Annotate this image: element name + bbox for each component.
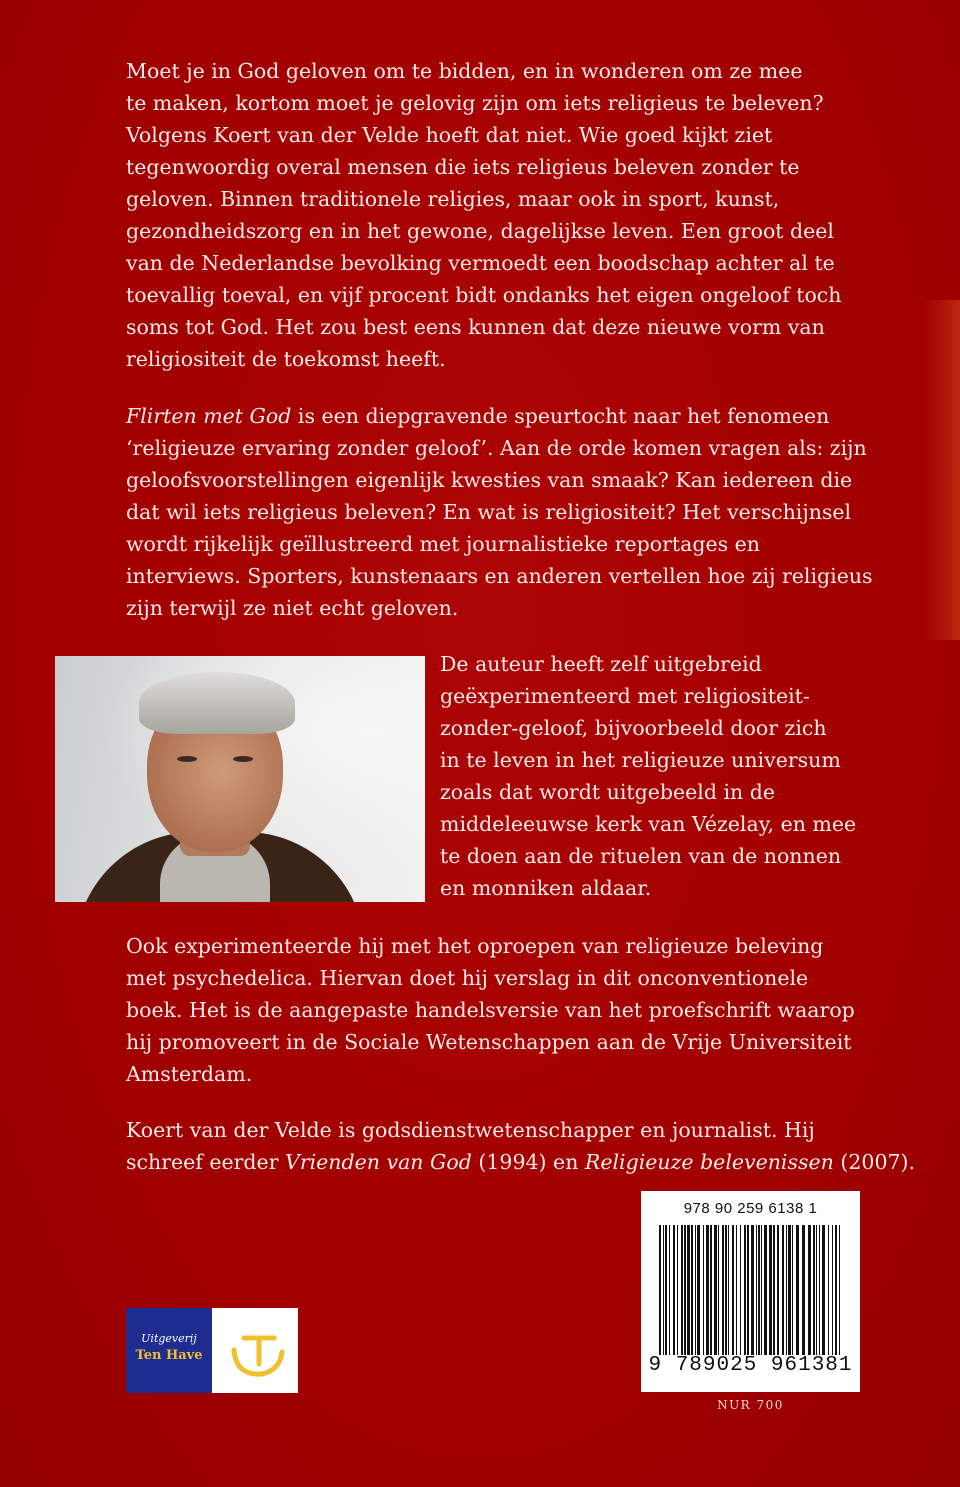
barcode-bar	[665, 1225, 667, 1355]
text-line: tegenwoordig overal mensen die iets religieus beleven zonder te	[126, 155, 800, 179]
barcode-bar	[835, 1225, 837, 1355]
text-line	[126, 1146, 916, 1178]
barcode-bar	[659, 1225, 661, 1355]
text-span: (2007).	[833, 1150, 916, 1174]
text-span: is een diepgravende speurtocht naar het fenomeen	[291, 404, 830, 428]
text-line: toevallig toeval, en vijf procent bidt ondanks het eigen ongeloof toch	[126, 283, 842, 307]
barcode-bar	[819, 1225, 820, 1355]
book-title-italic: Vrienden van God	[285, 1150, 472, 1174]
author-photo	[55, 656, 425, 902]
barcode-bar	[673, 1225, 675, 1355]
barcode-bar	[839, 1225, 840, 1355]
text-line: te doen aan de rituelen van de nonnen	[440, 844, 842, 868]
publisher-name: Ten Have	[135, 1348, 203, 1363]
isbn-barcode	[641, 1191, 860, 1392]
blurb-paragraph-2	[126, 400, 873, 624]
text-line: van de Nederlandse bevolking vermoedt een boodschap achter al te	[126, 251, 835, 275]
blurb-paragraph-1	[126, 55, 856, 375]
barcode-bar	[740, 1225, 741, 1355]
text-line: geëxperimenteerd met religiositeit-	[440, 684, 810, 708]
text-line: geloven. Binnen traditionele religies, maar ook in sport, kunst,	[126, 187, 780, 211]
barcode-bar	[792, 1225, 793, 1355]
text-line: Ook experimenteerde hij met het oproepen van religieuze beleving	[126, 934, 824, 958]
text-line: Amsterdam.	[126, 1062, 253, 1086]
barcode-bar	[756, 1225, 757, 1355]
barcode-bar	[747, 1225, 749, 1355]
text-line: gezondheidszorg en in het gewone, dagelijkse leven. Een groot deel	[126, 219, 834, 243]
text-line: dat wil iets religieus beleven? En wat is religiositeit? Het verschijnsel	[126, 500, 852, 524]
barcode-bar	[744, 1225, 746, 1355]
photo-eye-right	[233, 756, 253, 762]
barcode-bar	[782, 1225, 784, 1355]
barcode-bar	[769, 1225, 772, 1355]
barcode-bar	[773, 1225, 775, 1355]
text-line: zoals dat wordt uitgebeeld in de	[440, 780, 775, 804]
text-span: schreef eerder	[126, 1150, 286, 1174]
barcode-bar	[725, 1225, 727, 1355]
text-line: met psychedelica. Hiervan doet hij verslag in dit onconventionele	[126, 966, 809, 990]
text-line: interviews. Sporters, kunstenaars en anderen vertellen hoe zij religieus	[126, 564, 873, 588]
barcode-bar	[695, 1225, 696, 1355]
barcode-bar	[736, 1225, 737, 1355]
text-line: zijn terwijl ze niet echt geloven.	[126, 596, 459, 620]
nur-code: NUR 700	[717, 1398, 784, 1412]
barcode-bar	[758, 1225, 760, 1355]
barcode-bar	[669, 1225, 670, 1355]
text-line: De auteur heeft zelf uitgebreid	[440, 652, 762, 676]
blurb-paragraph-3	[440, 648, 870, 904]
book-title-italic: Religieuze belevenissen	[584, 1150, 834, 1174]
photo-eye-left	[177, 756, 197, 762]
barcode-bar	[813, 1225, 815, 1355]
text-line: geloofsvoorstellingen eigenlijk kwesties van smaak? Kan iedereen die	[126, 468, 853, 492]
barcode-bar	[706, 1225, 709, 1355]
publisher-label: Uitgeverij	[141, 1332, 197, 1345]
barcode-bar	[681, 1225, 683, 1355]
photo-hair	[139, 672, 295, 734]
text-line	[126, 400, 856, 432]
text-line: wordt rijkelijk geïllustreerd met journalistieke reportages en	[126, 532, 760, 556]
publisher-logo	[126, 1308, 298, 1393]
text-line: hij promoveert in de Sociale Wetenschappen aan de Vrije Universiteit	[126, 1030, 852, 1054]
barcode-bar	[822, 1225, 825, 1355]
text-line: in te leven in het religieuze universum	[440, 748, 841, 772]
barcode-bar	[764, 1225, 767, 1355]
text-line: middeleeuwse kerk van Vézelay, en mee	[440, 812, 857, 836]
text-line: en monniken aldaar.	[440, 876, 652, 900]
barcode-bar	[777, 1225, 779, 1355]
barcode-bars	[657, 1225, 845, 1357]
text-line: zonder-geloof, bijvoorbeeld door zich	[440, 716, 827, 740]
isbn-top-text: 978 90 259 6138 1	[683, 1200, 818, 1217]
barcode-bar	[677, 1225, 678, 1355]
cover-edge-glow	[920, 300, 960, 640]
text-line: boek. Het is de aangepaste handelsversie van het proefschrift waarop	[126, 998, 855, 1022]
barcode-bar	[751, 1225, 754, 1355]
barcode-bar	[802, 1225, 805, 1355]
barcode-bar	[714, 1225, 717, 1355]
text-line: ‘religieuze ervaring zonder geloof’. Aan de orde komen vragen als: zijn	[126, 436, 867, 460]
text-span: (1994) en	[471, 1150, 585, 1174]
book-title-italic: Flirten met God	[126, 404, 292, 428]
barcode-bar	[687, 1225, 690, 1355]
barcode-bar	[761, 1225, 762, 1355]
barcode-bar	[684, 1225, 686, 1355]
author-bio	[126, 1114, 916, 1178]
barcode-bar	[816, 1225, 817, 1355]
text-line: religiositeit de toekomst heeft.	[126, 347, 446, 371]
barcode-bar	[832, 1225, 833, 1355]
barcode-bar	[808, 1225, 811, 1355]
blurb-paragraph-4	[126, 930, 856, 1090]
text-line: Koert van der Velde is godsdienstwetenschapper en journalist. Hij	[126, 1118, 815, 1142]
barcode-bar	[697, 1225, 700, 1355]
barcode-bar	[722, 1225, 724, 1355]
barcode-bar	[828, 1225, 829, 1355]
barcode-bar	[728, 1225, 729, 1355]
barcode-bar	[732, 1225, 734, 1355]
text-line: soms tot God. Het zou best eens kunnen dat deze nieuwe vorm van	[126, 315, 825, 339]
barcode-bar	[710, 1225, 712, 1355]
isbn-bottom-text: 9 789025 961381	[648, 1354, 853, 1377]
barcode-bar	[718, 1225, 719, 1355]
publisher-mark-icon	[222, 1318, 288, 1384]
text-line: Moet je in God geloven om te bidden, en in wonderen om ze mee	[126, 59, 803, 83]
barcode-bar	[691, 1225, 693, 1355]
barcode-bar	[786, 1225, 787, 1355]
barcode-bar	[663, 1225, 664, 1355]
text-line: te maken, kortom moet je gelovig zijn om iets religieus te beleven?	[126, 91, 824, 115]
barcode-bar	[788, 1225, 791, 1355]
barcode-bar	[703, 1225, 704, 1355]
text-line: Volgens Koert van der Velde hoeft dat niet. Wie goed kijkt ziet	[126, 123, 773, 147]
barcode-bar	[796, 1225, 799, 1355]
publisher-logo-panel	[126, 1308, 212, 1393]
